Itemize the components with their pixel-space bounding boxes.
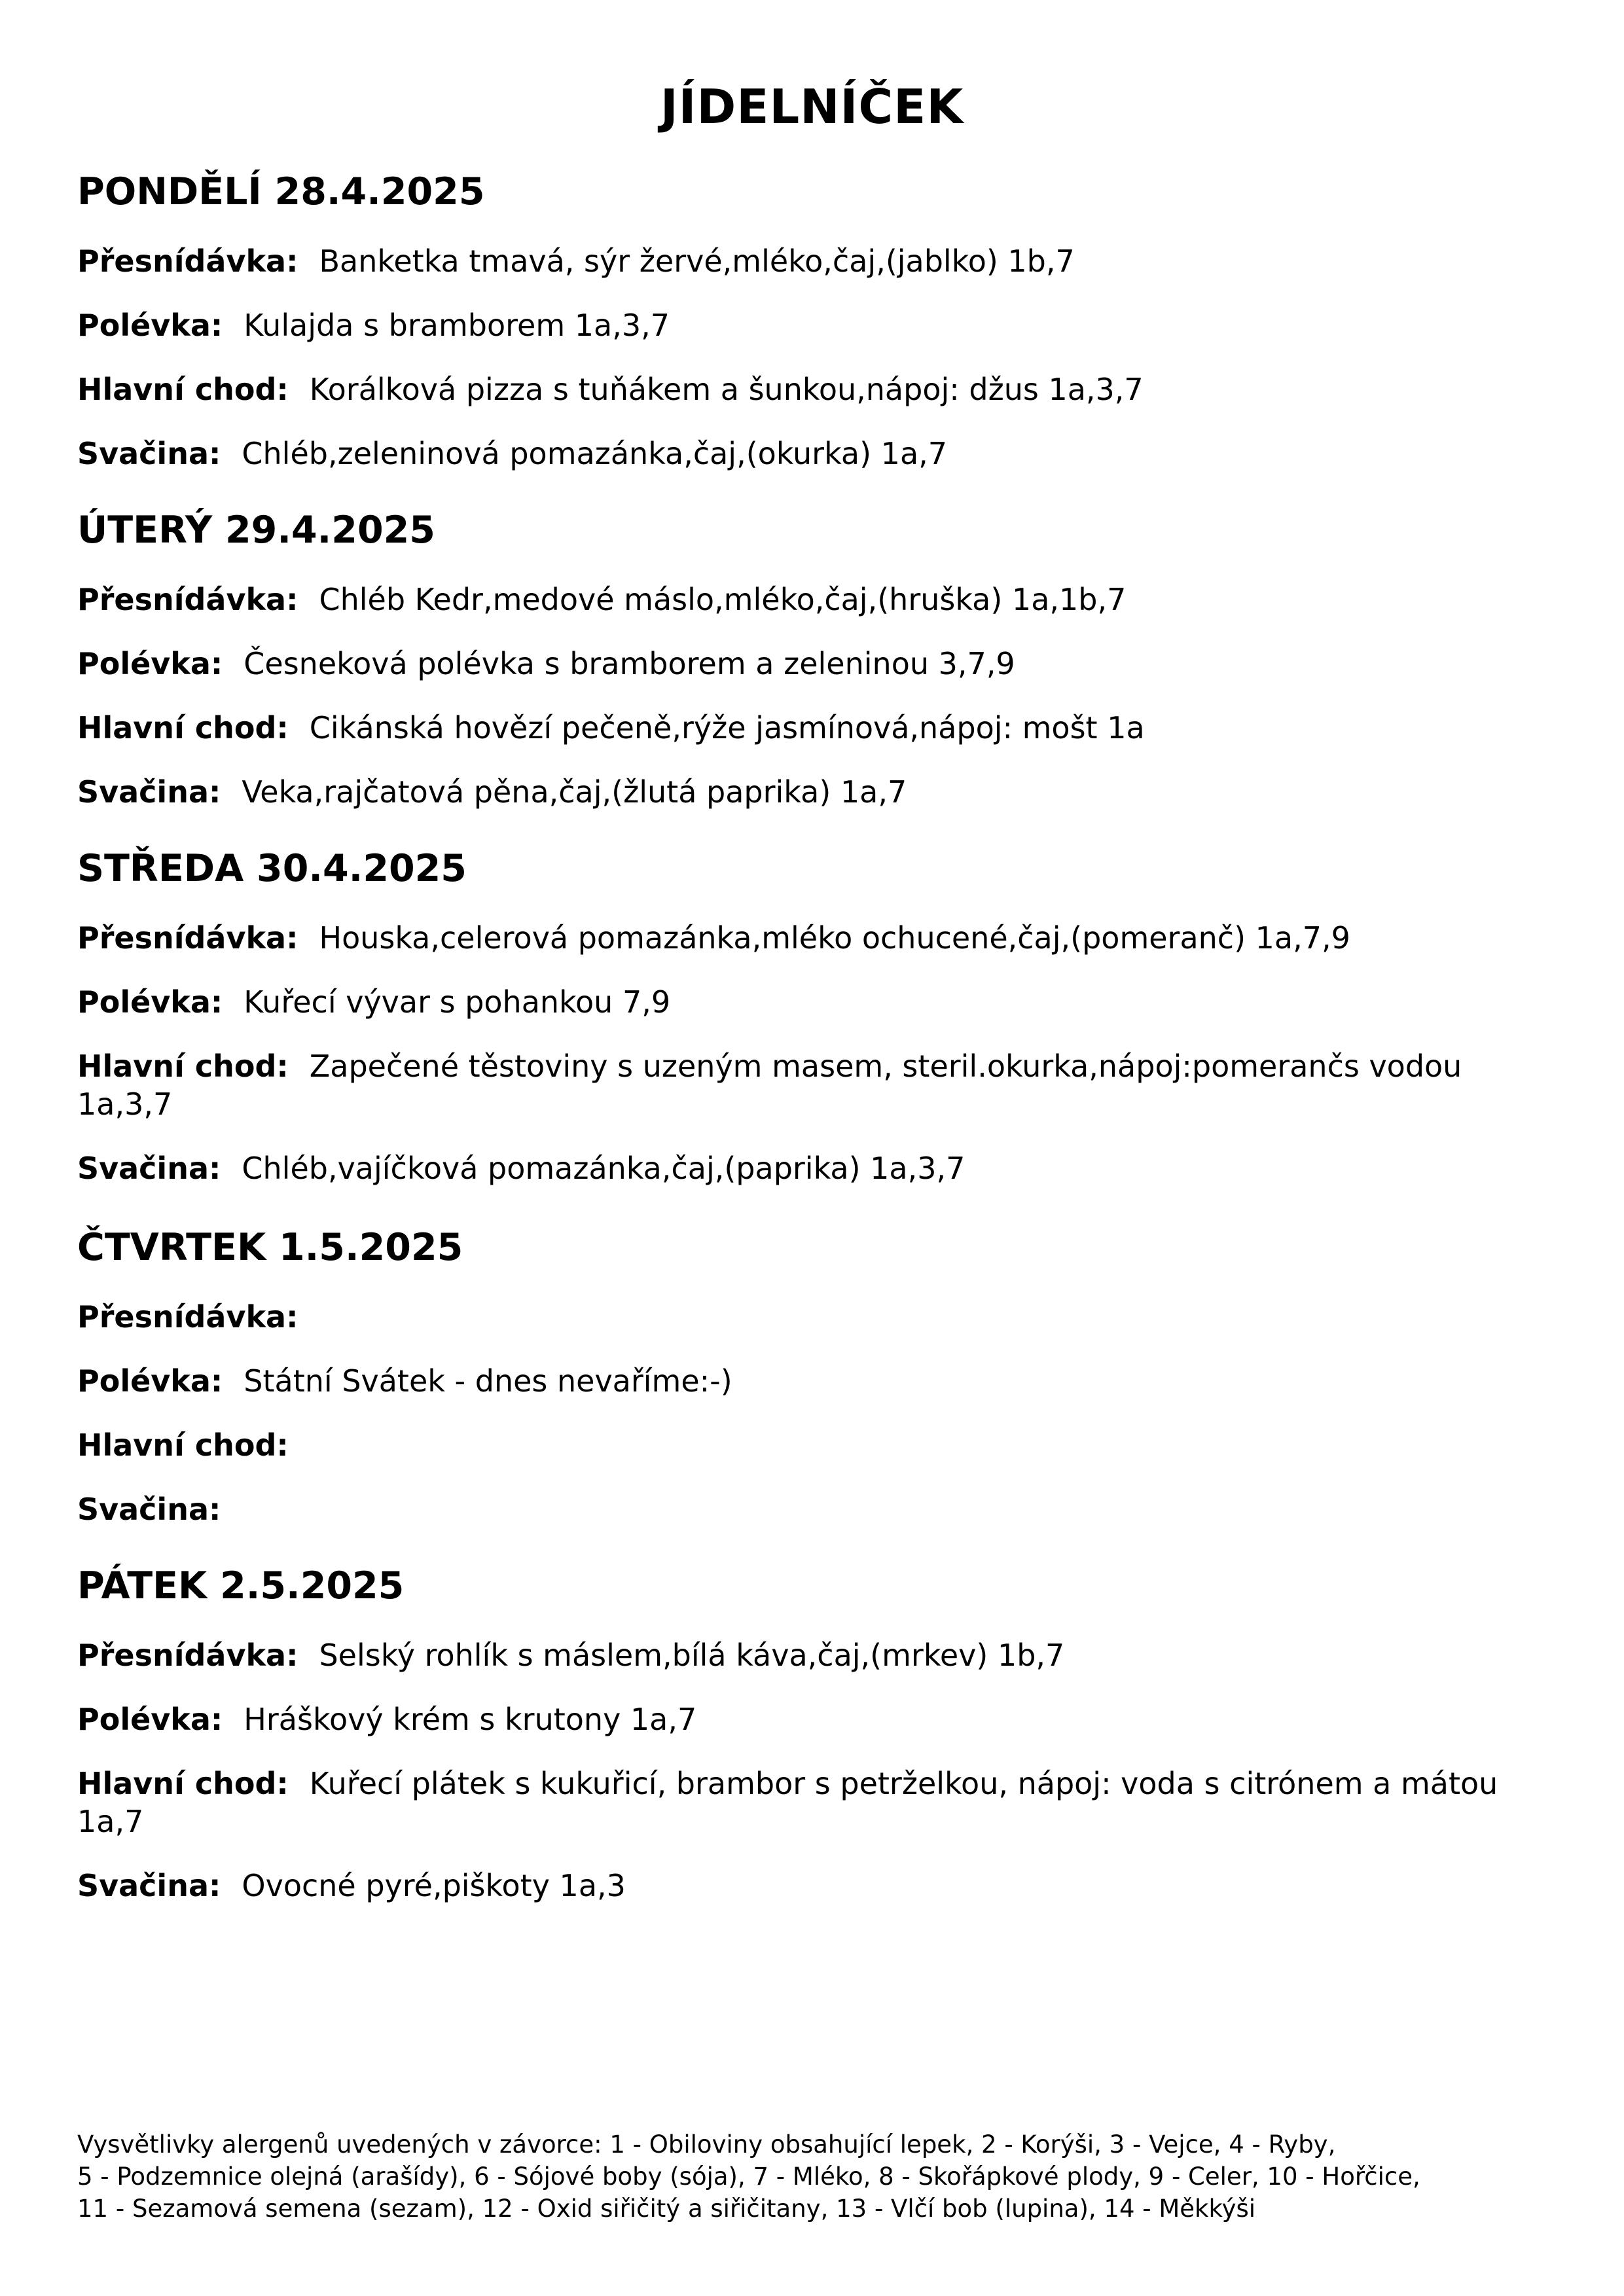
main-course-row	[77, 1765, 1557, 1840]
soup-row	[77, 983, 1557, 1021]
main-course-label: Hlavní chod:	[77, 710, 289, 745]
allergen-legend-line: Vysvětlivky alergenů uvedených v závorce: 1 - Obiloviny obsahující lepek, 2 - Korýši, 3 - Vejce, 4 - Ryby,	[77, 2130, 1336, 2159]
breakfast-label: Přesnídávka:	[77, 582, 298, 617]
breakfast-value: Houska,celerová pomazánka,mléko ochucené,čaj,(pomeranč) 1a,7,9	[319, 920, 1350, 956]
main-course-label: Hlavní chod:	[77, 1427, 289, 1463]
main-course-row	[77, 370, 1557, 408]
main-course-row	[77, 709, 1557, 747]
soup-label: Polévka:	[77, 308, 223, 343]
snack-value: Ovocné pyré,piškoty 1a,3	[242, 1868, 626, 1903]
snack-label: Svačina:	[77, 1868, 221, 1903]
soup-value: Státní Svátek - dnes nevaříme:-)	[244, 1363, 732, 1399]
day-section-tuesday	[77, 507, 1557, 811]
snack-row	[77, 1867, 1557, 1905]
snack-row	[77, 435, 1557, 473]
soup-label: Polévka:	[77, 646, 223, 681]
breakfast-label: Přesnídávka:	[77, 243, 298, 279]
breakfast-label: Přesnídávka:	[77, 920, 298, 956]
snack-value: Chléb,zeleninová pomazánka,čaj,(okurka) 1a,7	[242, 436, 948, 471]
day-heading: PONDĚLÍ 28.4.2025	[77, 170, 485, 213]
day-heading: ČTVRTEK 1.5.2025	[77, 1226, 463, 1269]
day-section-wednesday	[77, 846, 1557, 1187]
main-course-row	[77, 1426, 1557, 1464]
day-heading: STŘEDA 30.4.2025	[77, 847, 467, 890]
allergen-legend-line: 11 - Sezamová semena (sezam), 12 - Oxid siřičitý a siřičitany, 13 - Vlčí bob (lupina), 14 - Měkkýši	[77, 2195, 1256, 2223]
breakfast-label: Přesnídávka:	[77, 1299, 298, 1335]
main-course-row	[77, 1047, 1557, 1123]
breakfast-row	[77, 919, 1557, 957]
soup-value: Kuřecí vývar s pohankou 7,9	[244, 984, 671, 1020]
breakfast-row	[77, 581, 1557, 619]
snack-label: Svačina:	[77, 436, 221, 471]
breakfast-label: Přesnídávka:	[77, 1638, 298, 1673]
main-course-value: Korálková pizza s tuňákem a šunkou,nápoj: džus 1a,3,7	[309, 372, 1144, 407]
soup-value: Kulajda s bramborem 1a,3,7	[244, 308, 670, 343]
soup-label: Polévka:	[77, 1702, 223, 1737]
main-course-value: Kuřecí plátek s kukuřicí, brambor s petrželkou, nápoj: voda s citrónem a mátou 1a,7	[77, 1766, 1498, 1839]
main-course-value: Cikánská hovězí pečeně,rýže jasmínová,nápoj: mošt 1a	[309, 710, 1145, 745]
soup-row	[77, 1700, 1557, 1738]
soup-row	[77, 306, 1557, 344]
soup-label: Polévka:	[77, 984, 223, 1020]
breakfast-value: Chléb Kedr,medové máslo,mléko,čaj,(hruška) 1a,1b,7	[319, 582, 1127, 617]
day-heading: ÚTERÝ 29.4.2025	[77, 509, 435, 552]
snack-row	[77, 1149, 1557, 1187]
breakfast-row	[77, 1298, 1557, 1336]
allergen-legend-line: 5 - Podzemnice olejná (arašídy), 6 - Sójové boby (sója), 7 - Mléko, 8 - Skořápkové plody, 9 - Celer, 10 - Hořčice,	[77, 2162, 1420, 2191]
snack-row	[77, 1490, 1557, 1528]
soup-value: Česneková polévka s bramborem a zeleninou 3,7,9	[244, 646, 1015, 681]
soup-label: Polévka:	[77, 1363, 223, 1399]
main-course-label: Hlavní chod:	[77, 372, 289, 407]
breakfast-row	[77, 1636, 1557, 1674]
soup-value: Hráškový krém s krutony 1a,7	[244, 1702, 697, 1737]
snack-label: Svačina:	[77, 1151, 221, 1186]
snack-row	[77, 773, 1557, 811]
snack-value: Veka,rajčatová pěna,čaj,(žlutá paprika) 1a,7	[242, 774, 907, 810]
snack-label: Svačina:	[77, 774, 221, 810]
soup-row	[77, 645, 1557, 683]
day-section-thursday	[77, 1225, 1557, 1528]
snack-label: Svačina:	[77, 1492, 221, 1527]
day-heading: PÁTEK 2.5.2025	[77, 1564, 405, 1607]
breakfast-value: Banketka tmavá, sýr žervé,mléko,čaj,(jablko) 1b,7	[319, 243, 1075, 279]
main-course-label: Hlavní chod:	[77, 1766, 289, 1801]
day-section-monday	[77, 169, 1557, 473]
soup-row	[77, 1362, 1557, 1400]
main-course-value: Zapečené těstoviny s uzeným masem, steril.okurka,nápoj:pomerančs vodou 1a,3,7	[77, 1049, 1462, 1122]
day-section-friday	[77, 1563, 1557, 1905]
snack-value: Chléb,vajíčková pomazánka,čaj,(paprika) 1a,3,7	[242, 1151, 965, 1186]
main-course-label: Hlavní chod:	[77, 1049, 289, 1084]
breakfast-row	[77, 242, 1557, 280]
page-title: JÍDELNÍČEK	[660, 79, 964, 134]
breakfast-value: Selský rohlík s máslem,bílá káva,čaj,(mrkev) 1b,7	[319, 1638, 1065, 1673]
allergen-legend	[77, 2128, 1583, 2225]
